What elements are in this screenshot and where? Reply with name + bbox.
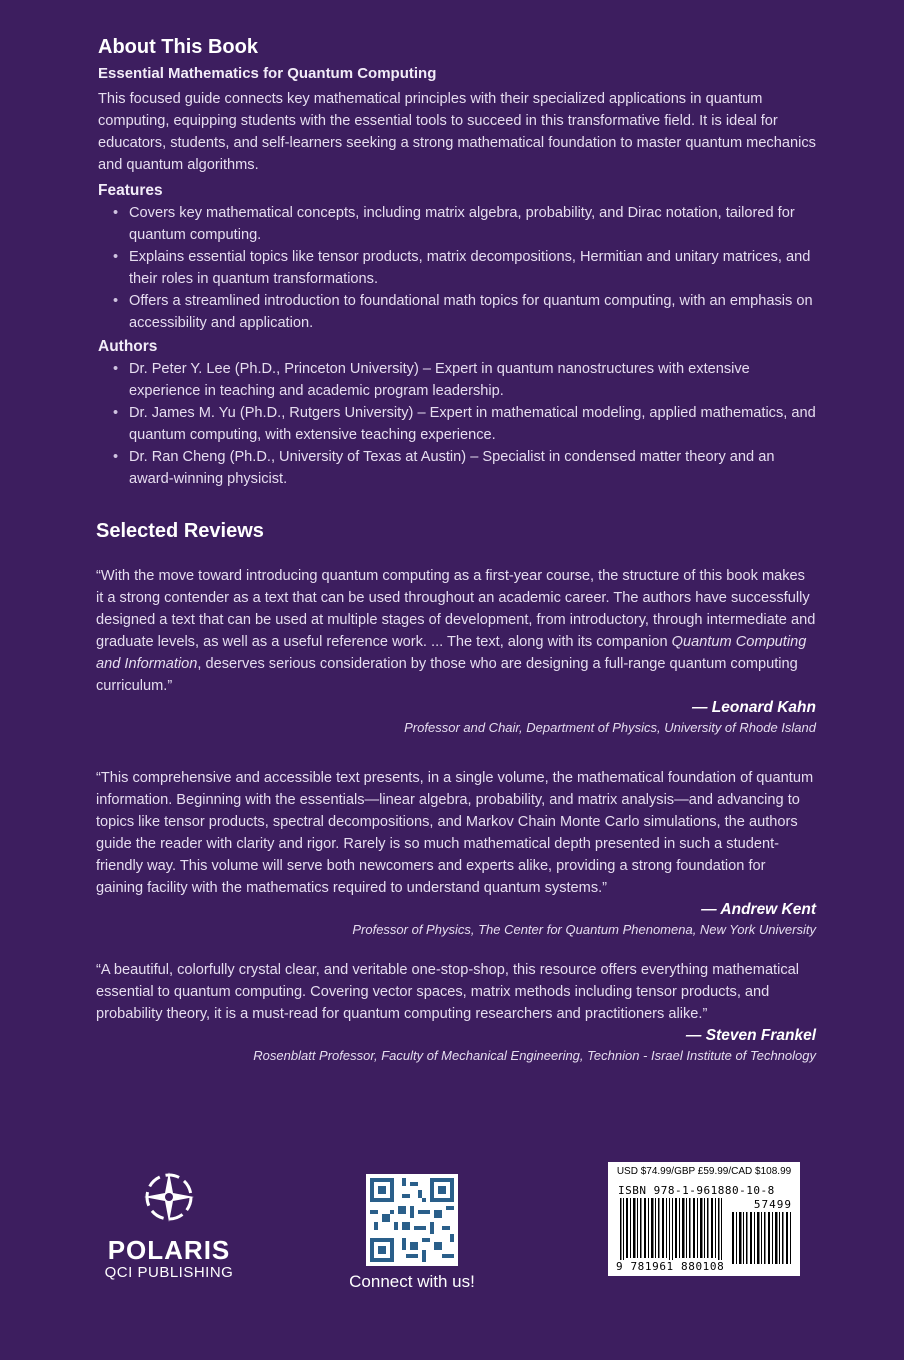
review-quote: “A beautiful, colorfully crystal clear, and veritable one-stop-shop, this resource offers everything mathematical essential to quantum computing. Covering vector spaces, matrix methods including tensor products, and probability theory, it is a must-read for quantum computing researchers and practitioners alike.” bbox=[96, 962, 800, 1022]
feature-item: • Explains essential topics like tensor products, matrix decompositions, Hermitian and unitary matrices, and their roles in quantum transformations. bbox=[98, 246, 823, 290]
price-label: USD $74.99/GBP £59.99/CAD $108.99 bbox=[616, 1166, 792, 1177]
publisher-subname: QCI PUBLISHING bbox=[104, 1264, 234, 1281]
review-author: — Steven Frankel bbox=[685, 1027, 816, 1044]
author-item: • Dr. Ran Cheng (Ph.D., University of Texas at Austin) – Specialist in condensed matter theory and an award-winning physicist. bbox=[98, 446, 823, 490]
review-author: — Leonard Kahn bbox=[691, 699, 816, 716]
isbn-label: ISBN 978-1-961880-10-8 bbox=[618, 1184, 775, 1197]
feature-item: • Offers a streamlined introduction to foundational math topics for quantum computing, with an emphasis on accessibility and application. bbox=[98, 290, 823, 334]
qr-code[interactable] bbox=[366, 1174, 458, 1266]
about-heading: About This Book bbox=[98, 36, 258, 58]
publisher-name: POLARIS bbox=[107, 1235, 231, 1265]
companion-book-title: Quantum Computing and Information bbox=[96, 634, 807, 672]
about-section bbox=[98, 36, 823, 494]
author-item: • Dr. James M. Yu (Ph.D., Rutgers University) – Expert in mathematical modeling, applied mathematics, and quantum computing, with extensive teaching experience. bbox=[98, 402, 823, 446]
authors-list bbox=[98, 358, 823, 490]
barcode-digits: 9 781961 880108 bbox=[616, 1260, 725, 1273]
book-subtitle: Essential Mathematics for Quantum Computing bbox=[98, 65, 437, 82]
review-author: — Andrew Kent bbox=[701, 901, 816, 918]
polaris-star-icon bbox=[136, 1164, 202, 1230]
publisher-logo bbox=[92, 1164, 246, 1282]
review-quote: “This comprehensive and accessible text presents, in a single volume, the mathematical foundation of quantum information. Beginning with the essentials—linear algebra, probability, and matrix analysis—and advancing to topics like tensor products, spectral decompositions, and Markov Chain Monte Carlo simulations, the authors guide the reader with clarity and rigor. Rarely is so much mathematical depth presented in such a student-friendly way. This volume will serve both newcomers and experts alike, providing a strong foundation for gaining facility with the mathematics required to understand quantum systems.” bbox=[96, 770, 814, 896]
addon-digits: 57499 bbox=[753, 1198, 792, 1211]
features-list bbox=[98, 202, 823, 334]
review-author-role: Professor and Chair, Department of Physics, University of Rhode Island bbox=[404, 720, 816, 735]
review-quote: “With the move toward introducing quantum computing as a first-year course, the structure of this book makes it a strong contender as a text that can be used throughout an academic career. The authors have successfully designed a text that can be used at multiple stages of development, from introductory, through intermediate and graduate levels, as well as a useful reference work. ... The text, along with its companion Quantum Computing and Information, deserves serious consideration by those who are designing a full-range quantum computing curriculum.” bbox=[96, 568, 816, 694]
review-author-role: Professor of Physics, The Center for Quantum Phenomena, New York University bbox=[352, 922, 816, 937]
review-2 bbox=[96, 767, 816, 939]
authors-heading: Authors bbox=[98, 338, 158, 355]
author-item: • Dr. Peter Y. Lee (Ph.D., Princeton University) – Expert in quantum nanostructures with extensive experience in teaching and academic program leadership. bbox=[98, 358, 823, 402]
feature-item: • Covers key mathematical concepts, including matrix algebra, probability, and Dirac notation, tailored for quantum computing. bbox=[98, 202, 823, 246]
book-description: This focused guide connects key mathematical principles with their specialized applications in quantum computing, equipping students with the essential tools to succeed in this transformative field. It is ideal for educators, students, and self-learners seeking a strong mathematical foundation to master quantum mechanics and quantum algorithms. bbox=[98, 91, 816, 173]
reviews-section bbox=[96, 520, 816, 1085]
isbn-barcode bbox=[608, 1162, 800, 1276]
review-3 bbox=[96, 959, 816, 1065]
reviews-heading: Selected Reviews bbox=[96, 520, 264, 542]
review-1 bbox=[96, 565, 816, 737]
review-author-role: Rosenblatt Professor, Faculty of Mechanical Engineering, Technion - Israel Institute of Technology bbox=[253, 1048, 816, 1063]
features-heading: Features bbox=[98, 182, 163, 199]
qr-code-icon bbox=[366, 1174, 458, 1266]
qr-caption: Connect with us! bbox=[349, 1272, 475, 1291]
